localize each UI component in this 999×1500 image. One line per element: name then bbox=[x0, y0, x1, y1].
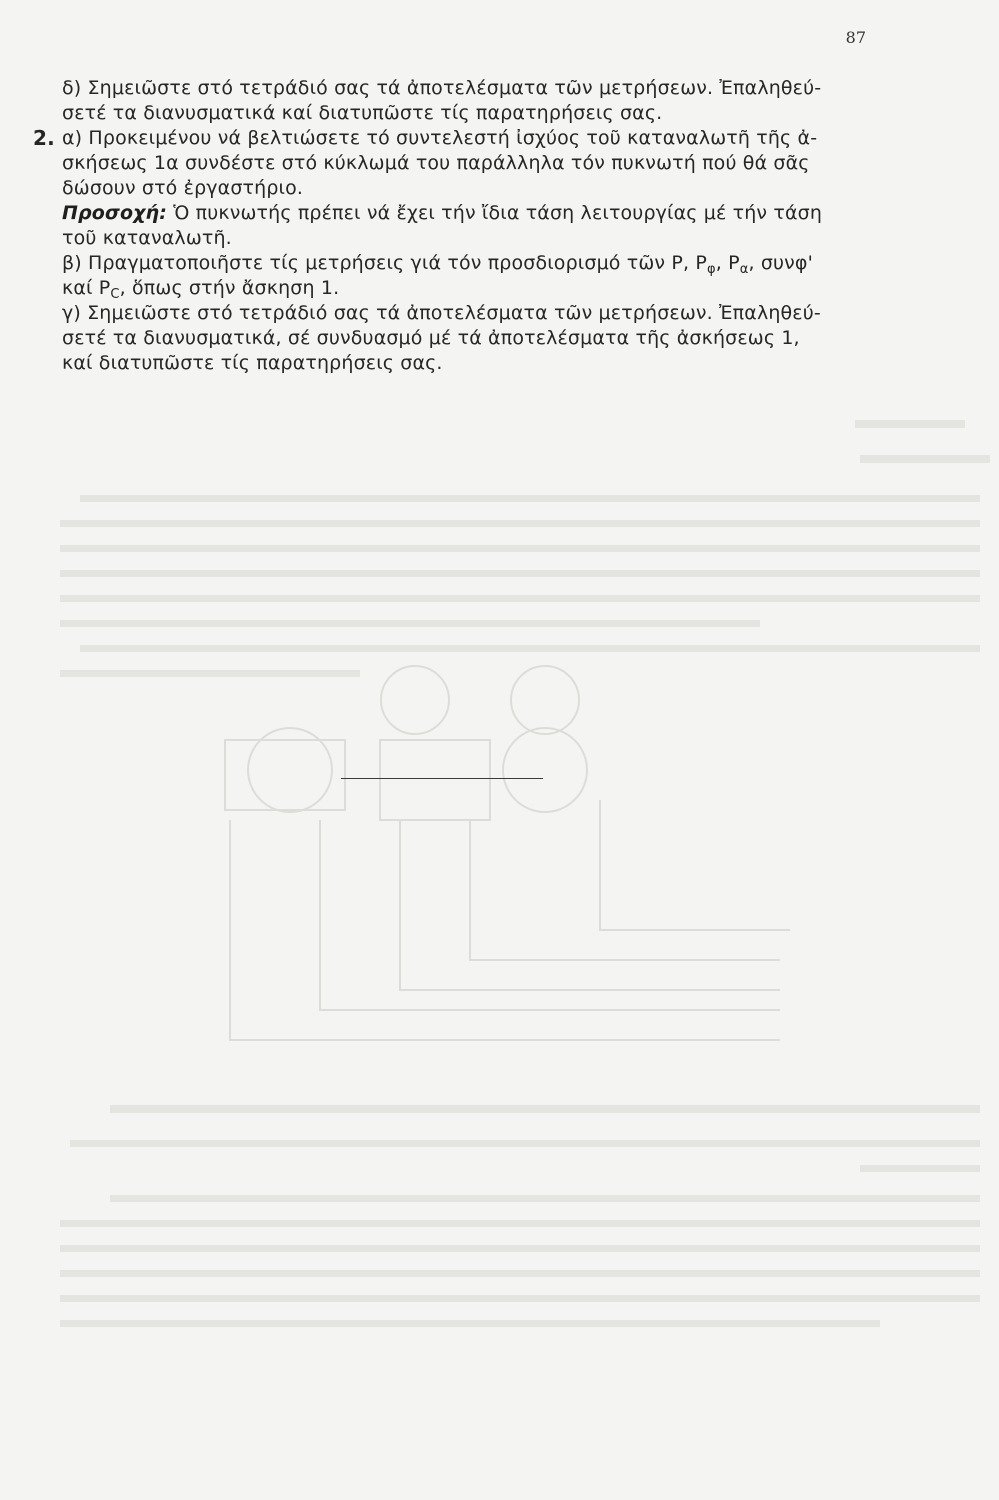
text-line: τοῦ καταναλωτῆ. bbox=[62, 227, 232, 249]
text-segment: α) Προκειμένου νά βελτιώσετε τό συντελεστή ἰσχύος τοῦ καταναλωτῆ τῆς ἀ- bbox=[62, 127, 818, 149]
text-line: γ) Σημειῶστε στό τετράδιό σας τά ἀποτελέσματα τῶν μετρήσεων. Ἐπαληθεύ- bbox=[62, 302, 821, 324]
subscript: α bbox=[739, 262, 749, 277]
warning-label: Προσοχή: bbox=[62, 202, 167, 224]
text-line: σετέ τα διανυσματικά, σέ συνδυασμό μέ τά ἀποτελέσματα τῆς ἀσκήσεως 1, bbox=[62, 327, 800, 349]
text-line bbox=[62, 251, 862, 276]
text-segment: Ὁ πυκνωτής πρέπει νά ἔχει τήν ἴδια τάση λειτουργίας μέ τήν τάση bbox=[167, 202, 823, 224]
text-segment: καί P bbox=[62, 277, 111, 299]
item-number: 2. bbox=[33, 126, 55, 150]
body-text bbox=[33, 76, 862, 376]
text-segment: β) Πραγματοποιῆστε τίς μετρήσεις γιά τόν προσδιορισμό τῶν P, P bbox=[62, 252, 707, 274]
text-segment: , ὅπως στήν ἄσκηση 1. bbox=[119, 277, 340, 299]
text-line: δώσουν στό ἐργαστήριο. bbox=[62, 177, 304, 199]
section-divider bbox=[341, 778, 543, 779]
page-number: 87 bbox=[845, 28, 866, 47]
text-line bbox=[62, 276, 862, 301]
subscript: φ bbox=[706, 262, 716, 277]
text-line: σκήσεως 1α συνδέστε στό κύκλωμά του παράλληλα τόν πυκνωτή πού θά σᾶς bbox=[62, 152, 810, 174]
text-line bbox=[33, 126, 862, 151]
subscript: C bbox=[110, 287, 120, 302]
text-line: δ) Σημειῶστε στό τετράδιό σας τά ἀποτελέσματα τῶν μετρήσεων. Ἐπαληθεύ- bbox=[62, 77, 822, 99]
text-segment: , P bbox=[715, 252, 740, 274]
text-line bbox=[62, 201, 862, 226]
text-line: σετέ τα διανυσματικά καί διατυπῶστε τίς παρατηρήσεις σας. bbox=[62, 102, 663, 124]
text-line: καί διατυπῶστε τίς παρατηρήσεις σας. bbox=[62, 352, 443, 374]
text-segment: , συνφ' bbox=[748, 252, 813, 274]
